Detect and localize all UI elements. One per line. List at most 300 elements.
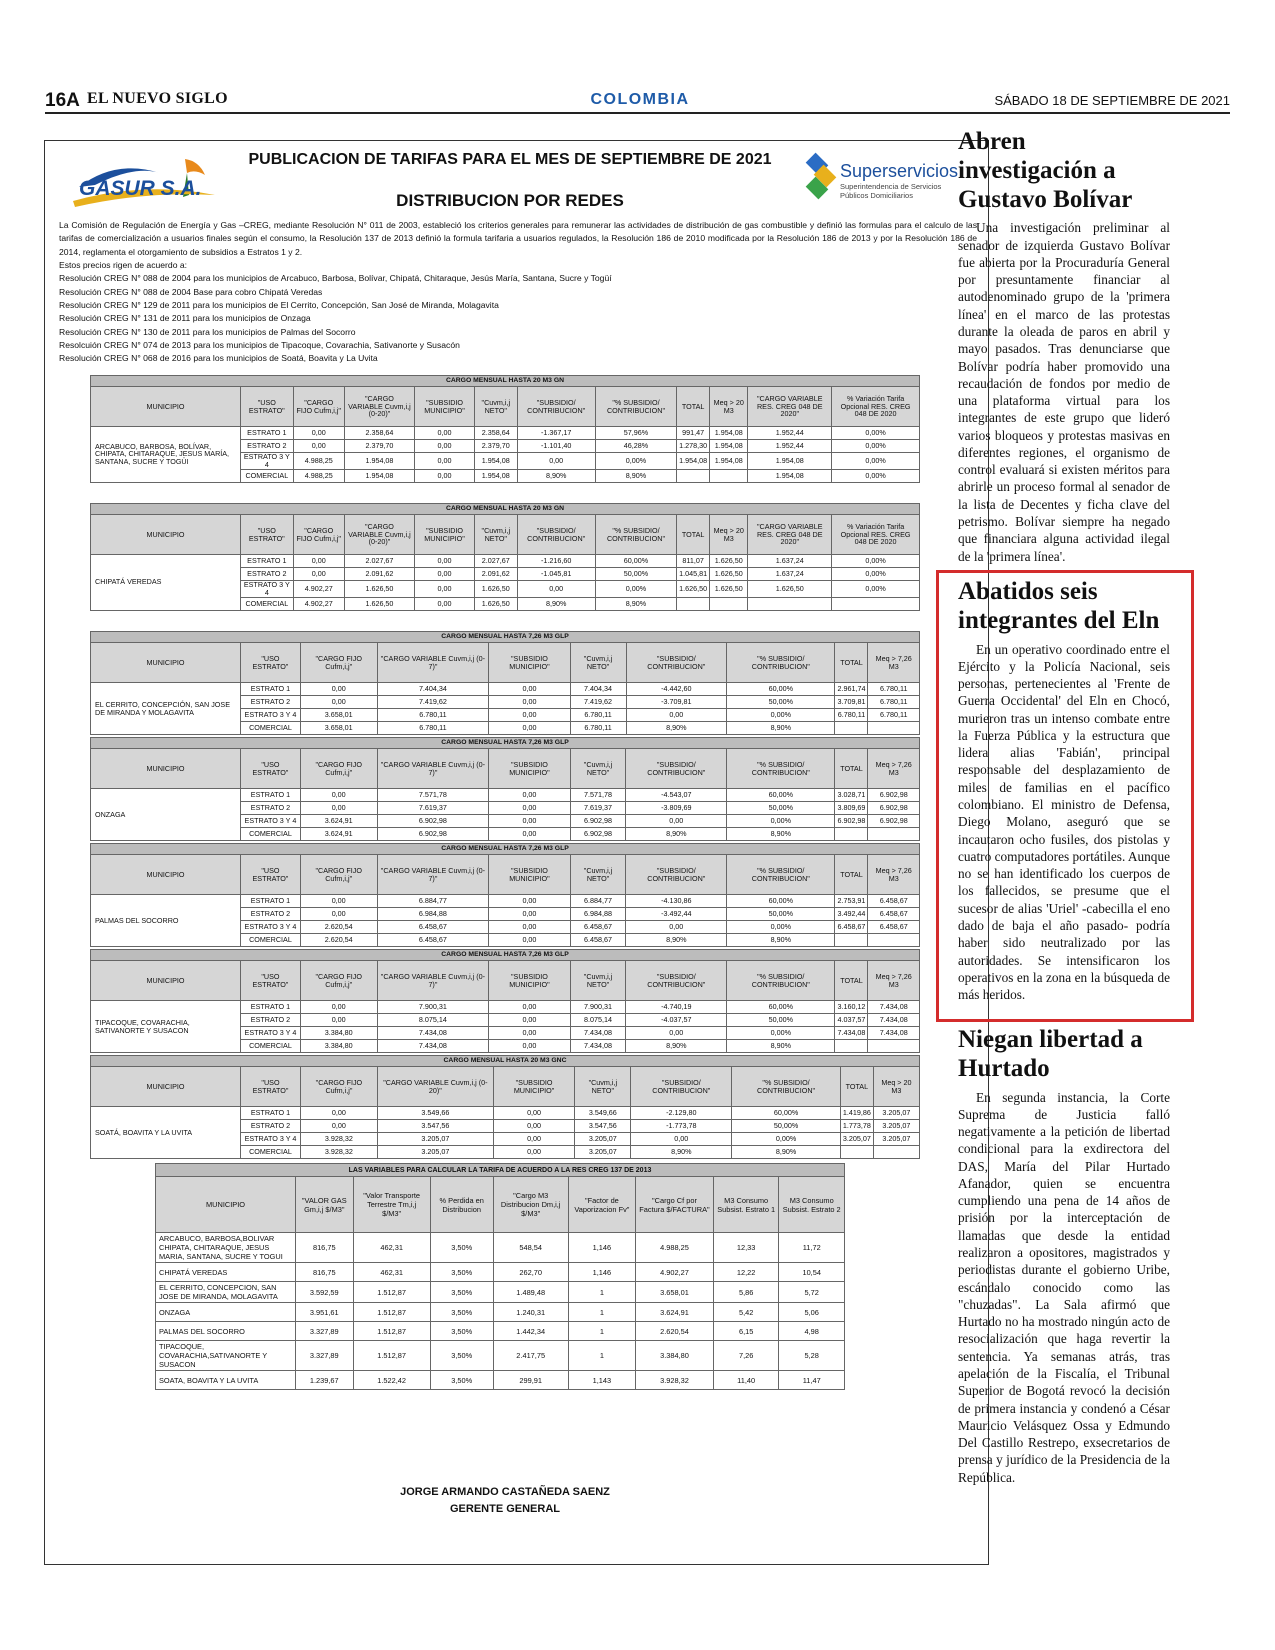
table-header: TOTAL bbox=[677, 515, 710, 555]
table-cell: 7.434,08 bbox=[377, 1027, 489, 1040]
table-cell: 1.522,42 bbox=[353, 1371, 430, 1390]
table-cell: 6.458,67 bbox=[377, 921, 489, 934]
signer-name: JORGE ARMANDO CASTAÑEDA SAENZ bbox=[400, 1486, 610, 1498]
table-header: MUNICIPIO bbox=[91, 749, 241, 789]
table-cell bbox=[835, 722, 868, 735]
table-cell: 1.954,08 bbox=[344, 469, 414, 482]
table-cell: 2.620,54 bbox=[636, 1322, 714, 1341]
table-header: "USO ESTRATO" bbox=[241, 749, 301, 789]
table-cell: ESTRATO 1 bbox=[241, 555, 294, 568]
table-cell: 7.434,08 bbox=[570, 1027, 626, 1040]
table-cell: 6.458,67 bbox=[835, 921, 868, 934]
table-cell: 1.278,30 bbox=[677, 440, 710, 453]
table-cell: COMERCIAL bbox=[241, 1146, 301, 1159]
table-cell: 3.384,80 bbox=[300, 1027, 377, 1040]
table-cell: 0,00 bbox=[293, 440, 344, 453]
table-cell: 0,00 bbox=[415, 440, 475, 453]
tariff-table bbox=[90, 631, 920, 735]
table-header: "CARGO VARIABLE Cuvm,i,j (0-7)" bbox=[377, 961, 489, 1001]
table-header: "CARGO FIJO Cufm,i,j" bbox=[293, 515, 344, 555]
table-cell: ESTRATO 3 Y 4 bbox=[241, 581, 294, 598]
table-cell: 0,00 bbox=[493, 1120, 574, 1133]
table-cell: -1.367,17 bbox=[517, 427, 595, 440]
table-header: "% SUBSIDIO/ CONTRIBUCION" bbox=[595, 515, 676, 555]
table-cell: 1.512,87 bbox=[353, 1282, 430, 1303]
table-cell: ESTRATO 3 Y 4 bbox=[241, 815, 301, 828]
table-cell: 0,00 bbox=[489, 722, 570, 735]
table-cell: 991,47 bbox=[677, 427, 710, 440]
table-cell: -1.773,78 bbox=[631, 1120, 732, 1133]
table-cell: 60,00% bbox=[727, 789, 835, 802]
masthead bbox=[45, 88, 1230, 114]
table-header: "SUBSIDIO MUNICIPIO" bbox=[415, 387, 475, 427]
table-cell: 0,00 bbox=[489, 789, 570, 802]
table-header: M3 Consumo Subsist. Estrato 2 bbox=[779, 1177, 845, 1233]
municipio-cell: EL CERRITO, CONCEPCION, SAN JOSE DE MIRANDA, MOLAGAVITA bbox=[156, 1282, 296, 1303]
table-cell: ESTRATO 2 bbox=[241, 1014, 301, 1027]
table-cell: -1.101,40 bbox=[517, 440, 595, 453]
table-cell: 6.902,98 bbox=[377, 815, 489, 828]
table-row bbox=[156, 1322, 845, 1341]
table-cell bbox=[868, 722, 920, 735]
table-cell: 3.624,91 bbox=[636, 1303, 714, 1322]
table-header: "Cuvm,i,j NETO" bbox=[570, 961, 626, 1001]
table-cell: 7.434,08 bbox=[868, 1014, 920, 1027]
table-cell: 1.954,08 bbox=[677, 453, 710, 470]
intro-line: Resolución CREG N° 129 de 2011 para los municipios de El Cerrito, Concepción, San José de Miranda, Molagavita bbox=[59, 299, 499, 310]
variables-table bbox=[155, 1163, 845, 1390]
municipio-cell: PALMAS DEL SOCORRO bbox=[156, 1322, 296, 1341]
table-cell: 0,00 bbox=[489, 921, 570, 934]
table-cell: 0,00 bbox=[489, 1014, 570, 1027]
table-header: "Cargo Cf por Factura $/FACTURA" bbox=[636, 1177, 714, 1233]
table-row bbox=[91, 1107, 920, 1120]
table-header: MUNICIPIO bbox=[91, 855, 241, 895]
table-row bbox=[91, 427, 920, 440]
table-cell: 6.902,98 bbox=[570, 815, 626, 828]
table-cell: 3.205,07 bbox=[377, 1146, 493, 1159]
table-header: "CARGO FIJO Cufm,i,j" bbox=[300, 855, 377, 895]
table-header: "CARGO VARIABLE Cuvm,i,j (0-7)" bbox=[377, 749, 489, 789]
table-cell: ESTRATO 3 Y 4 bbox=[241, 1133, 301, 1146]
table-cell: 0,00% bbox=[832, 555, 920, 568]
table-cell: 60,00% bbox=[732, 1107, 841, 1120]
table-cell: 3,50% bbox=[430, 1341, 493, 1371]
table-cell bbox=[832, 597, 920, 610]
table-cell: -2.129,80 bbox=[631, 1107, 732, 1120]
table-cell: 4,98 bbox=[779, 1322, 845, 1341]
table-cell: 6.780,11 bbox=[868, 709, 920, 722]
table-cell: 1,143 bbox=[568, 1371, 635, 1390]
table-cell: 0,00% bbox=[832, 469, 920, 482]
table-cell bbox=[835, 828, 868, 841]
table-cell: 7.404,34 bbox=[377, 683, 489, 696]
municipio-cell: PALMAS DEL SOCORRO bbox=[91, 895, 241, 947]
table-cell: 3,50% bbox=[430, 1303, 493, 1322]
table-cell: 8,90% bbox=[727, 1040, 835, 1053]
article-headline: Abren investigación a Gustavo Bolívar bbox=[958, 128, 1133, 213]
table-header: TOTAL bbox=[835, 855, 868, 895]
table-cell: 6.458,67 bbox=[868, 895, 920, 908]
table-cell: 12,33 bbox=[713, 1233, 779, 1263]
table-cell: 6.780,11 bbox=[377, 722, 489, 735]
table-cell: 8,90% bbox=[626, 722, 727, 735]
table-cell: 0,00 bbox=[489, 895, 570, 908]
table-cell: 0,00 bbox=[300, 696, 377, 709]
municipio-cell: ONZAGA bbox=[156, 1303, 296, 1322]
table-cell: 3.028,71 bbox=[835, 789, 868, 802]
table-cell: COMERCIAL bbox=[241, 469, 294, 482]
table-header: "CARGO VARIABLE Cuvm,i,j (0-20)" bbox=[344, 387, 414, 427]
table-cell: 6.458,67 bbox=[868, 908, 920, 921]
municipio-cell: ONZAGA bbox=[91, 789, 241, 841]
table-cell: 5,86 bbox=[713, 1282, 779, 1303]
table-cell: -3.492,44 bbox=[626, 908, 727, 921]
table-cell: 0,00 bbox=[415, 555, 475, 568]
table-header: "USO ESTRATO" bbox=[241, 643, 301, 683]
table-cell: 1.626,50 bbox=[710, 555, 748, 568]
table-header: "SUBSIDIO MUNICIPIO" bbox=[489, 749, 570, 789]
table-row bbox=[91, 789, 920, 802]
table-cell: 0,00 bbox=[517, 581, 595, 598]
table-cell: 0,00 bbox=[493, 1133, 574, 1146]
table-cell: 3.205,07 bbox=[873, 1133, 919, 1146]
table-row bbox=[156, 1341, 845, 1371]
issue-date: SÁBADO 18 DE SEPTIEMBRE DE 2021 bbox=[994, 93, 1230, 108]
table-cell: 6,15 bbox=[713, 1322, 779, 1341]
table-cell: 7.619,37 bbox=[570, 802, 626, 815]
table-cell: 6.884,77 bbox=[570, 895, 626, 908]
table-cell: 12,22 bbox=[713, 1263, 779, 1282]
table-cell: 3.549,66 bbox=[377, 1107, 493, 1120]
table-cell: 2.961,74 bbox=[835, 683, 868, 696]
table-cell: 6.780,11 bbox=[570, 709, 626, 722]
tariff-table bbox=[90, 949, 920, 1053]
table-header: M3 Consumo Subsist. Estrato 1 bbox=[713, 1177, 779, 1233]
tariff-table bbox=[90, 1055, 920, 1159]
table-cell: 0,00 bbox=[415, 427, 475, 440]
table-header: "Valor Transporte Terrestre Tm,i,j $/M3" bbox=[353, 1177, 430, 1233]
article-headline: Niegan libertad a Hurtado bbox=[958, 1026, 1143, 1082]
table-caption: CARGO MENSUAL HASTA 7,26 M3 GLP bbox=[91, 844, 920, 855]
table-cell: 7.419,62 bbox=[570, 696, 626, 709]
table-cell: 1.240,31 bbox=[493, 1303, 568, 1322]
table-cell: 7.571,78 bbox=[377, 789, 489, 802]
table-cell: 7.419,62 bbox=[377, 696, 489, 709]
table-cell: 3,50% bbox=[430, 1282, 493, 1303]
table-cell: 3.547,56 bbox=[377, 1120, 493, 1133]
table-header: TOTAL bbox=[677, 387, 710, 427]
table-cell: 2.027,67 bbox=[344, 555, 414, 568]
table-cell: 0,00 bbox=[415, 453, 475, 470]
article-body: En un operativo coordinado entre el Ejército y la Policía Nacional, seis personas, pertenecientes al 'Frente de Guerra Occidental' del Eln en Chocó, murieron tras un intenso combate entre la Fuerza Pública y la estructura que lidera alias 'Fabián', principal responsable del desplazamiento de miles de familias en el pacífico colombiano. El ministro de Defensa, Diego Molano, aseguró que se incautaron ocho fusiles, dos pistolas y cuatro computadores portátiles. Aunque no se han identificado los cuerpos de los fallecidos, se presume que el sucesor de alias 'Uriel' -cabecilla el eno dado de baja el año pasado- podría haber sido neutralizado por las autoridades. Se intensificaron los operativos en la zona en la búsqueda de más heridos. bbox=[958, 641, 1170, 1003]
table-cell: 2.358,64 bbox=[344, 427, 414, 440]
table-caption: LAS VARIABLES PARA CALCULAR LA TARIFA DE ACUERDO A LA RES CREG 137 DE 2013 bbox=[156, 1164, 845, 1177]
table-cell: 6.984,88 bbox=[570, 908, 626, 921]
table-cell: 3.658,01 bbox=[636, 1282, 714, 1303]
table-cell: 60,00% bbox=[727, 1001, 835, 1014]
article-bolivar bbox=[958, 128, 1170, 565]
table-cell: 3.547,56 bbox=[575, 1120, 631, 1133]
tariff-table bbox=[90, 737, 920, 841]
table-cell: 3.624,91 bbox=[300, 815, 377, 828]
table-cell: 0,00 bbox=[300, 1107, 377, 1120]
table-caption: CARGO MENSUAL HASTA 7,26 M3 GLP bbox=[91, 738, 920, 749]
table-cell: COMERCIAL bbox=[241, 722, 301, 735]
table-cell: 6.458,67 bbox=[377, 934, 489, 947]
table-cell: 1.954,08 bbox=[710, 440, 748, 453]
table-header: "SUBSIDIO MUNICIPIO" bbox=[493, 1067, 574, 1107]
municipio-cell: EL CERRITO, CONCEPCIÓN, SAN JOSE DE MIRANDA Y MOLAGAVITA bbox=[91, 683, 241, 735]
article-eln bbox=[958, 578, 1170, 1003]
table-cell: 1.626,50 bbox=[710, 581, 748, 598]
tariff-table bbox=[90, 503, 920, 611]
table-cell: 0,00% bbox=[595, 453, 676, 470]
table-cell: 1.626,50 bbox=[475, 597, 518, 610]
table-cell: 1.954,08 bbox=[748, 453, 832, 470]
table-cell: -1.216,60 bbox=[517, 555, 595, 568]
table-cell: 0,00 bbox=[415, 597, 475, 610]
table-cell: -4.037,57 bbox=[626, 1014, 727, 1027]
table-cell bbox=[710, 469, 748, 482]
table-header: Meq > 20 M3 bbox=[710, 515, 748, 555]
table-cell: 6.458,67 bbox=[570, 921, 626, 934]
table-cell: 1.419,86 bbox=[840, 1107, 873, 1120]
table-cell: 57,96% bbox=[595, 427, 676, 440]
table-cell: ESTRATO 3 Y 4 bbox=[241, 453, 294, 470]
table-cell: 1.954,08 bbox=[710, 453, 748, 470]
table-cell: 0,00 bbox=[626, 921, 727, 934]
table-header: "CARGO VARIABLE RES. CREG 048 DE 2020" bbox=[748, 387, 832, 427]
table-header: "SUBSIDIO/ CONTRIBUCION" bbox=[517, 515, 595, 555]
intro-line: Resolución CREG N° 131 de 2011 para los municipios de Onzaga bbox=[59, 313, 311, 324]
table-cell: 4.902,27 bbox=[293, 581, 344, 598]
table-cell: 60,00% bbox=[727, 683, 835, 696]
table-cell: 6.984,88 bbox=[377, 908, 489, 921]
table-cell: 5,06 bbox=[779, 1303, 845, 1322]
table-cell: 3.492,44 bbox=[835, 908, 868, 921]
table-header: "Factor de Vaporizacion Fv" bbox=[568, 1177, 635, 1233]
table-cell: 7.900,31 bbox=[377, 1001, 489, 1014]
table-cell: 1.626,50 bbox=[710, 568, 748, 581]
table-header: "CARGO VARIABLE Cuvm,i,j (0-20)" bbox=[344, 515, 414, 555]
table-cell: 6.902,98 bbox=[868, 802, 920, 815]
table-cell: 6.902,98 bbox=[570, 828, 626, 841]
table-cell: 0,00 bbox=[489, 696, 570, 709]
table-cell: 8,90% bbox=[626, 934, 727, 947]
table-cell: 3,50% bbox=[430, 1263, 493, 1282]
table-cell: 816,75 bbox=[296, 1233, 354, 1263]
table-cell bbox=[868, 934, 920, 947]
article-body: En segunda instancia, la Corte Suprema de Justicia falló negativamente a la petición de libertad condicional para la exdirectora del DAS, María del Pilar Hurtado Afanador, quien se encuentra cumpliendo una pena de 14 años de prisión por la interceptación de llamadas que desde la entidad realizaron a opositores, magistrados y periodistas durante el gobierno Uribe, escándalo conocido como las "chuzadas". La Sala afirmó que Hurtado no ha mostrado ningún acto de resocialización que haga revertir la sentencia. Ya semanas atrás, tras apelación de la Fiscalía, el Tribunal Superior de Bogotá revocó la decisión de primera instancia y condenó a César Mauricio Velásquez Ossa y Edmundo Del Castillo Restrepo, exsecretarios de prensa y jurídico de la Presidencia de la República. bbox=[958, 1089, 1170, 1485]
intro-line: Resolución CREG N° 130 de 2011 para los municipios de Palmas del Socorro bbox=[59, 326, 356, 337]
table-cell: 2.620,54 bbox=[300, 921, 377, 934]
table-cell: ESTRATO 1 bbox=[241, 1107, 301, 1120]
table-cell: 8,90% bbox=[727, 828, 835, 841]
table-cell: 811,07 bbox=[677, 555, 710, 568]
table-header: MUNICIPIO bbox=[91, 643, 241, 683]
table-header: "VALOR GAS Gm,i,j $/M3" bbox=[296, 1177, 354, 1233]
table-cell: 3,50% bbox=[430, 1371, 493, 1390]
table-header: "USO ESTRATO" bbox=[241, 855, 301, 895]
table-caption: CARGO MENSUAL HASTA 20 M3 GN bbox=[91, 504, 920, 515]
table-cell bbox=[840, 1146, 873, 1159]
table-cell: 3.928,32 bbox=[636, 1371, 714, 1390]
table-cell: 0,00% bbox=[727, 1027, 835, 1040]
table-header: "Cuvm,i,j NETO" bbox=[575, 1067, 631, 1107]
table-cell: 1.954,08 bbox=[710, 427, 748, 440]
table-cell: 1 bbox=[568, 1341, 635, 1371]
table-cell: 7.434,08 bbox=[377, 1040, 489, 1053]
table-cell: 0,00 bbox=[489, 1001, 570, 1014]
table-cell: 2.091,62 bbox=[344, 568, 414, 581]
table-cell: 1,146 bbox=[568, 1233, 635, 1263]
table-caption: CARGO MENSUAL HASTA 20 M3 GN bbox=[91, 376, 920, 387]
table-cell: 60,00% bbox=[727, 895, 835, 908]
table-cell: 0,00 bbox=[293, 555, 344, 568]
table-header: "SUBSIDIO/ CONTRIBUCION" bbox=[626, 643, 727, 683]
table-cell: ESTRATO 3 Y 4 bbox=[241, 1027, 301, 1040]
table-cell: ESTRATO 1 bbox=[241, 683, 301, 696]
table-header: MUNICIPIO bbox=[91, 515, 241, 555]
table-cell: 50,00% bbox=[732, 1120, 841, 1133]
table-cell: 0,00 bbox=[626, 1027, 727, 1040]
table-header: "CARGO VARIABLE Cuvm,i,j (0-7)" bbox=[377, 855, 489, 895]
table-cell: 8,90% bbox=[595, 469, 676, 482]
table-cell bbox=[748, 597, 832, 610]
table-header: "CARGO FIJO Cufm,i,j" bbox=[300, 749, 377, 789]
table-header: "USO ESTRATO" bbox=[241, 1067, 301, 1107]
table-cell: 0,00% bbox=[832, 440, 920, 453]
table-cell bbox=[677, 469, 710, 482]
table-header: "SUBSIDIO MUNICIPIO" bbox=[489, 961, 570, 1001]
superservicios-logo bbox=[800, 151, 970, 209]
table-header: "SUBSIDIO MUNICIPIO" bbox=[489, 855, 570, 895]
intro-line: Resolución CREG N° 088 de 2004 para los municipios de Arcabuco, Barbosa, Bolívar, Chipatá, Chitaraque, Jesús María, Santana, Sucre y Togüí bbox=[59, 273, 612, 284]
table-cell: 2.620,54 bbox=[300, 934, 377, 947]
table-header: "SUBSIDIO/ CONTRIBUCION" bbox=[631, 1067, 732, 1107]
table-cell: 8.075,14 bbox=[570, 1014, 626, 1027]
table-cell: 1 bbox=[568, 1322, 635, 1341]
table-cell: 10,54 bbox=[779, 1263, 845, 1282]
table-cell: 8,90% bbox=[626, 828, 727, 841]
table-cell: 2.379,70 bbox=[475, 440, 518, 453]
intro-paragraph: La Comisión de Regulación de Energía y Gas –CREG, mediante Resolución N° 011 de 2003, estableció los criterios generales para remunerar las actividades de distribución de gas combustible y definió las formulas para el calculo de las tarifas de comercialización a usuarios finales según el consumo, la Resolución 137 de 2013 definió la formula tarifaria a usuarios regulados, la Resolución 186 de 2010 modificada por la Resolución 186 de 2013 y por la Resolución 186 de 2014, reglamenta el otorgamiento de subsidios a Estratos 1 y 2. bbox=[59, 220, 977, 257]
table-cell: 1.442,34 bbox=[493, 1322, 568, 1341]
table-cell: 548,54 bbox=[493, 1233, 568, 1263]
table-row bbox=[91, 555, 920, 568]
table-cell: 0,00% bbox=[727, 815, 835, 828]
table-header: "% SUBSIDIO/ CONTRIBUCION" bbox=[727, 855, 835, 895]
table-cell: ESTRATO 2 bbox=[241, 802, 301, 815]
table-header: Meq > 7,26 M3 bbox=[868, 961, 920, 1001]
table-cell: 0,00% bbox=[832, 581, 920, 598]
table-header: Meq > 7,26 M3 bbox=[868, 749, 920, 789]
table-cell: 1.626,50 bbox=[344, 597, 414, 610]
table-cell: 3.951,61 bbox=[296, 1303, 354, 1322]
table-cell: ESTRATO 2 bbox=[241, 1120, 301, 1133]
table-header: "Cuvm,i,j NETO" bbox=[570, 855, 626, 895]
table-cell: 6.902,98 bbox=[868, 789, 920, 802]
table-header: "SUBSIDIO/ CONTRIBUCION" bbox=[626, 855, 727, 895]
table-cell: 0,00 bbox=[300, 1001, 377, 1014]
table-cell: -3.809,69 bbox=[626, 802, 727, 815]
table-cell: 0,00 bbox=[489, 908, 570, 921]
table-cell: 2.417,75 bbox=[493, 1341, 568, 1371]
table-cell: 0,00% bbox=[732, 1133, 841, 1146]
table-cell: 0,00 bbox=[300, 1014, 377, 1027]
table-cell: 2.091,62 bbox=[475, 568, 518, 581]
table-cell: 3.205,07 bbox=[873, 1107, 919, 1120]
tariff-table bbox=[90, 843, 920, 947]
table-cell: 1.512,87 bbox=[353, 1341, 430, 1371]
table-header: "% SUBSIDIO/ CONTRIBUCION" bbox=[732, 1067, 841, 1107]
table-cell: 4.988,25 bbox=[636, 1233, 714, 1263]
table-cell: 3.658,01 bbox=[300, 722, 377, 735]
table-cell: 3.809,69 bbox=[835, 802, 868, 815]
table-cell: 1.954,08 bbox=[475, 469, 518, 482]
table-cell: 0,00 bbox=[489, 709, 570, 722]
table-cell: 1,146 bbox=[568, 1263, 635, 1282]
table-cell: 0,00 bbox=[489, 815, 570, 828]
table-cell: 8,90% bbox=[517, 597, 595, 610]
table-header: "Cuvm,i,j NETO" bbox=[475, 387, 518, 427]
table-cell: 3.205,07 bbox=[840, 1133, 873, 1146]
table-cell: 1.489,48 bbox=[493, 1282, 568, 1303]
table-cell: 0,00% bbox=[832, 568, 920, 581]
table-cell: 2.753,91 bbox=[835, 895, 868, 908]
municipio-cell: TIPACOQUE, COVARACHIA, SATIVANORTE Y SUSACON bbox=[91, 1001, 241, 1053]
table-cell: 0,00 bbox=[415, 581, 475, 598]
table-header: "CARGO VARIABLE RES. CREG 048 DE 2020" bbox=[748, 515, 832, 555]
table-header: "SUBSIDIO MUNICIPIO" bbox=[415, 515, 475, 555]
ss-logo-line2: Públicos Domiciliarios bbox=[840, 191, 913, 200]
table-cell: 0,00% bbox=[727, 709, 835, 722]
table-cell bbox=[835, 934, 868, 947]
table-cell: 7.434,08 bbox=[868, 1027, 920, 1040]
table-header: "CARGO FIJO Cufm,i,j" bbox=[300, 961, 377, 1001]
table-cell: 3,50% bbox=[430, 1322, 493, 1341]
table-cell: 3.928,32 bbox=[300, 1146, 377, 1159]
table-cell: 0,00 bbox=[300, 1120, 377, 1133]
table-cell: COMERCIAL bbox=[241, 1040, 301, 1053]
table-row bbox=[91, 895, 920, 908]
newspaper-name: EL NUEVO SIGLO bbox=[87, 90, 228, 107]
table-cell: 816,75 bbox=[296, 1263, 354, 1282]
table-cell: 3.205,07 bbox=[575, 1146, 631, 1159]
table-cell bbox=[835, 1040, 868, 1053]
table-cell: 3.624,91 bbox=[300, 828, 377, 841]
table-cell: -3.709,81 bbox=[626, 696, 727, 709]
ad-subtitle: DISTRIBUCION POR REDES bbox=[396, 191, 624, 210]
table-cell: 0,00 bbox=[300, 802, 377, 815]
table-header: Meq > 20 M3 bbox=[710, 387, 748, 427]
table-cell: 0,00 bbox=[300, 895, 377, 908]
table-header: % Variación Tarifa Opcional RES. CREG 048 DE 2020 bbox=[832, 387, 920, 427]
table-row bbox=[91, 1001, 920, 1014]
ss-logo-line1: Superintendencia de Servicios bbox=[840, 182, 942, 191]
table-cell: 8,90% bbox=[626, 1040, 727, 1053]
page-number: 16A bbox=[45, 90, 80, 111]
table-header: "CARGO FIJO Cufm,i,j" bbox=[293, 387, 344, 427]
table-cell: 4.902,27 bbox=[293, 597, 344, 610]
table-cell: 0,00 bbox=[489, 1027, 570, 1040]
intro-line: Resolcuión CREG N° 074 de 2013 para los municipios de Tipacoque, Covarachia, Sativanorte y Susacón bbox=[59, 339, 460, 350]
table-header: TOTAL bbox=[835, 643, 868, 683]
section-name: COLOMBIA bbox=[590, 91, 690, 108]
table-cell: 3.160,12 bbox=[835, 1001, 868, 1014]
table-cell: 1.954,08 bbox=[475, 453, 518, 470]
